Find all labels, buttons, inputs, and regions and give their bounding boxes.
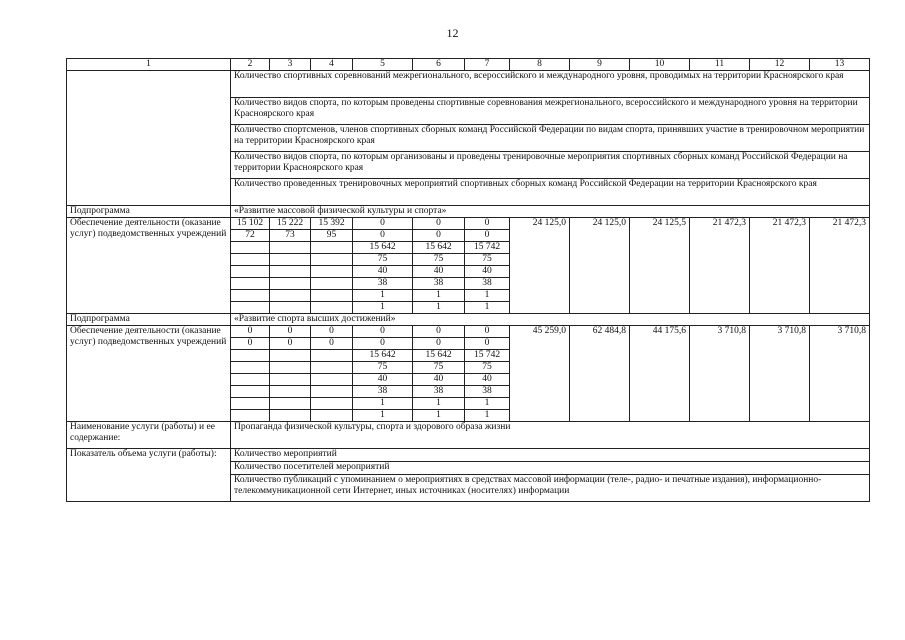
- table-row: [67, 422, 870, 449]
- value-cell: [231, 374, 270, 386]
- empty-cell: [67, 152, 231, 179]
- column-header: 4: [311, 59, 353, 71]
- column-header: 6: [413, 59, 465, 71]
- table-row: [67, 314, 870, 326]
- row-label: Обеспечение деятельности (оказание услуг) подведомственных учреждений: [67, 218, 231, 314]
- value-cell: [231, 278, 270, 290]
- table-row: [67, 71, 870, 98]
- value-cell: 1: [413, 302, 465, 314]
- volume-item: Количество посетителей мероприятий: [231, 462, 870, 475]
- value-cell: 40: [353, 266, 413, 278]
- column-header: 13: [810, 59, 870, 71]
- finance-cell: 21 472,3: [690, 218, 750, 314]
- finance-cell: 3 710,8: [810, 326, 870, 422]
- value-cell: 1: [465, 398, 510, 410]
- main-table: [66, 58, 870, 502]
- value-cell: [311, 350, 353, 362]
- value-cell: [311, 266, 353, 278]
- value-cell: 95: [311, 230, 353, 242]
- value-cell: 0: [465, 218, 510, 230]
- table-row: [67, 152, 870, 179]
- value-cell: [311, 254, 353, 266]
- value-cell: [231, 290, 270, 302]
- value-cell: [311, 242, 353, 254]
- empty-cell: [67, 71, 231, 98]
- value-cell: 0: [231, 338, 270, 350]
- column-header: 5: [353, 59, 413, 71]
- finance-cell: 24 125,5: [630, 218, 690, 314]
- service-value: Пропаганда физической культуры, спорта и здорового образа жизни: [231, 422, 870, 449]
- value-cell: [270, 410, 311, 422]
- table-row: [67, 98, 870, 125]
- indicator-text: Количество видов спорта, по которым организованы и проведены тренировочные мероприятия спортивных сборных команд Российской Федерации на территории Красноярского края: [231, 152, 870, 179]
- value-cell: 38: [413, 278, 465, 290]
- value-cell: 75: [353, 254, 413, 266]
- table-row: [67, 59, 870, 71]
- value-cell: 1: [353, 302, 413, 314]
- value-cell: [231, 386, 270, 398]
- value-cell: 0: [413, 338, 465, 350]
- value-cell: [311, 302, 353, 314]
- subprogram-name: «Развитие спорта высших достижений»: [231, 314, 870, 326]
- value-cell: 0: [413, 230, 465, 242]
- column-header: 10: [630, 59, 690, 71]
- value-cell: [311, 362, 353, 374]
- value-cell: [270, 398, 311, 410]
- value-cell: 15 222: [270, 218, 311, 230]
- table-row: [67, 449, 870, 462]
- indicator-text: Количество проведенных тренировочных мероприятий спортивных сборных команд Российской Федерации на территории Красноярского края: [231, 179, 870, 206]
- finance-cell: 3 710,8: [750, 326, 810, 422]
- value-cell: [311, 290, 353, 302]
- value-cell: [231, 302, 270, 314]
- value-cell: 38: [465, 278, 510, 290]
- column-header: 9: [570, 59, 630, 71]
- finance-cell: 24 125,0: [510, 218, 570, 314]
- value-cell: [270, 386, 311, 398]
- value-cell: 75: [353, 362, 413, 374]
- value-cell: 40: [353, 374, 413, 386]
- value-cell: [270, 290, 311, 302]
- value-cell: 15 642: [413, 350, 465, 362]
- value-cell: [270, 350, 311, 362]
- empty-cell: [67, 98, 231, 125]
- subprogram-label: Подпрограмма: [67, 314, 231, 326]
- value-cell: 0: [413, 218, 465, 230]
- value-cell: 1: [353, 290, 413, 302]
- value-cell: 15 642: [353, 242, 413, 254]
- value-cell: 0: [353, 230, 413, 242]
- column-header: 3: [270, 59, 311, 71]
- table-row: [67, 206, 870, 218]
- value-cell: [231, 266, 270, 278]
- value-cell: 73: [270, 230, 311, 242]
- value-cell: 1: [413, 290, 465, 302]
- value-cell: [270, 242, 311, 254]
- value-cell: [270, 362, 311, 374]
- table-row: [67, 326, 870, 338]
- subprogram-name: «Развитие массовой физической культуры и спорта»: [231, 206, 870, 218]
- value-cell: 15 642: [413, 242, 465, 254]
- value-cell: 1: [353, 398, 413, 410]
- value-cell: 0: [465, 230, 510, 242]
- value-cell: 1: [353, 410, 413, 422]
- value-cell: 15 742: [465, 350, 510, 362]
- value-cell: 0: [311, 326, 353, 338]
- value-cell: [270, 302, 311, 314]
- finance-cell: 45 259,0: [510, 326, 570, 422]
- value-cell: [231, 410, 270, 422]
- value-cell: 0: [231, 326, 270, 338]
- finance-cell: 21 472,3: [750, 218, 810, 314]
- value-cell: [231, 254, 270, 266]
- value-cell: 0: [413, 326, 465, 338]
- value-cell: 75: [465, 254, 510, 266]
- value-cell: 15 102: [231, 218, 270, 230]
- volume-label: Показатель объема услуги (работы):: [67, 449, 231, 502]
- value-cell: [231, 398, 270, 410]
- value-cell: 1: [413, 398, 465, 410]
- table-row: [67, 218, 870, 230]
- value-cell: 40: [413, 266, 465, 278]
- volume-item: Количество мероприятий: [231, 449, 870, 462]
- empty-cell: [67, 179, 231, 206]
- value-cell: 0: [270, 326, 311, 338]
- table-row: [67, 179, 870, 206]
- value-cell: 40: [413, 374, 465, 386]
- value-cell: 75: [465, 362, 510, 374]
- value-cell: [270, 266, 311, 278]
- column-header: 11: [690, 59, 750, 71]
- value-cell: 1: [465, 410, 510, 422]
- value-cell: 0: [353, 218, 413, 230]
- value-cell: [231, 362, 270, 374]
- value-cell: [311, 410, 353, 422]
- value-cell: 0: [353, 338, 413, 350]
- value-cell: 40: [465, 374, 510, 386]
- value-cell: 1: [465, 302, 510, 314]
- value-cell: 72: [231, 230, 270, 242]
- indicator-text: Количество спортивных соревнований межрегионального, всероссийского и международного уровня, проводимых на территории Красноярского края: [231, 71, 870, 98]
- value-cell: 15 742: [465, 242, 510, 254]
- value-cell: 38: [413, 386, 465, 398]
- finance-cell: 44 175,6: [630, 326, 690, 422]
- finance-cell: 21 472,3: [810, 218, 870, 314]
- subprogram-label: Подпрограмма: [67, 206, 231, 218]
- column-header: 2: [231, 59, 270, 71]
- value-cell: 0: [311, 338, 353, 350]
- finance-cell: 62 484,8: [570, 326, 630, 422]
- indicator-text: Количество спортсменов, членов спортивных сборных команд Российской Федерации по видам спорта, принявших участие в тренировочном мероприятии на территории Красноярского края: [231, 125, 870, 152]
- value-cell: 38: [465, 386, 510, 398]
- finance-cell: 24 125,0: [570, 218, 630, 314]
- value-cell: [231, 350, 270, 362]
- indicator-text: Количество видов спорта, по которым проведены спортивные соревнования межрегионального, всероссийского и международного уровня на территории Красноярского края: [231, 98, 870, 125]
- value-cell: 15 392: [311, 218, 353, 230]
- column-header: 7: [465, 59, 510, 71]
- value-cell: [311, 278, 353, 290]
- value-cell: 0: [353, 326, 413, 338]
- volume-item: Количество публикаций с упоминанием о мероприятиях в средствах массовой информации (теле-, радио- и печатные издания), информационно-телекоммуникационной сети Интернет, иных источниках (носителях) информации: [231, 475, 870, 502]
- service-label: Наименование услуги (работы) и ее содержание:: [67, 422, 231, 449]
- value-cell: [270, 278, 311, 290]
- value-cell: [311, 374, 353, 386]
- column-header: 8: [510, 59, 570, 71]
- value-cell: [270, 254, 311, 266]
- value-cell: [231, 242, 270, 254]
- value-cell: 15 642: [353, 350, 413, 362]
- table-row: [67, 125, 870, 152]
- value-cell: 0: [270, 338, 311, 350]
- value-cell: 38: [353, 278, 413, 290]
- value-cell: 75: [413, 254, 465, 266]
- value-cell: [270, 374, 311, 386]
- value-cell: 40: [465, 266, 510, 278]
- row-label: Обеспечение деятельности (оказание услуг) подведомственных учреждений: [67, 326, 231, 422]
- column-header: 1: [67, 59, 231, 71]
- value-cell: 1: [413, 410, 465, 422]
- column-header: 12: [750, 59, 810, 71]
- page-number: 12: [446, 26, 459, 40]
- value-cell: 1: [465, 290, 510, 302]
- value-cell: [311, 398, 353, 410]
- value-cell: 75: [413, 362, 465, 374]
- value-cell: 0: [465, 326, 510, 338]
- value-cell: 0: [465, 338, 510, 350]
- value-cell: [311, 386, 353, 398]
- value-cell: 38: [353, 386, 413, 398]
- empty-cell: [67, 125, 231, 152]
- finance-cell: 3 710,8: [690, 326, 750, 422]
